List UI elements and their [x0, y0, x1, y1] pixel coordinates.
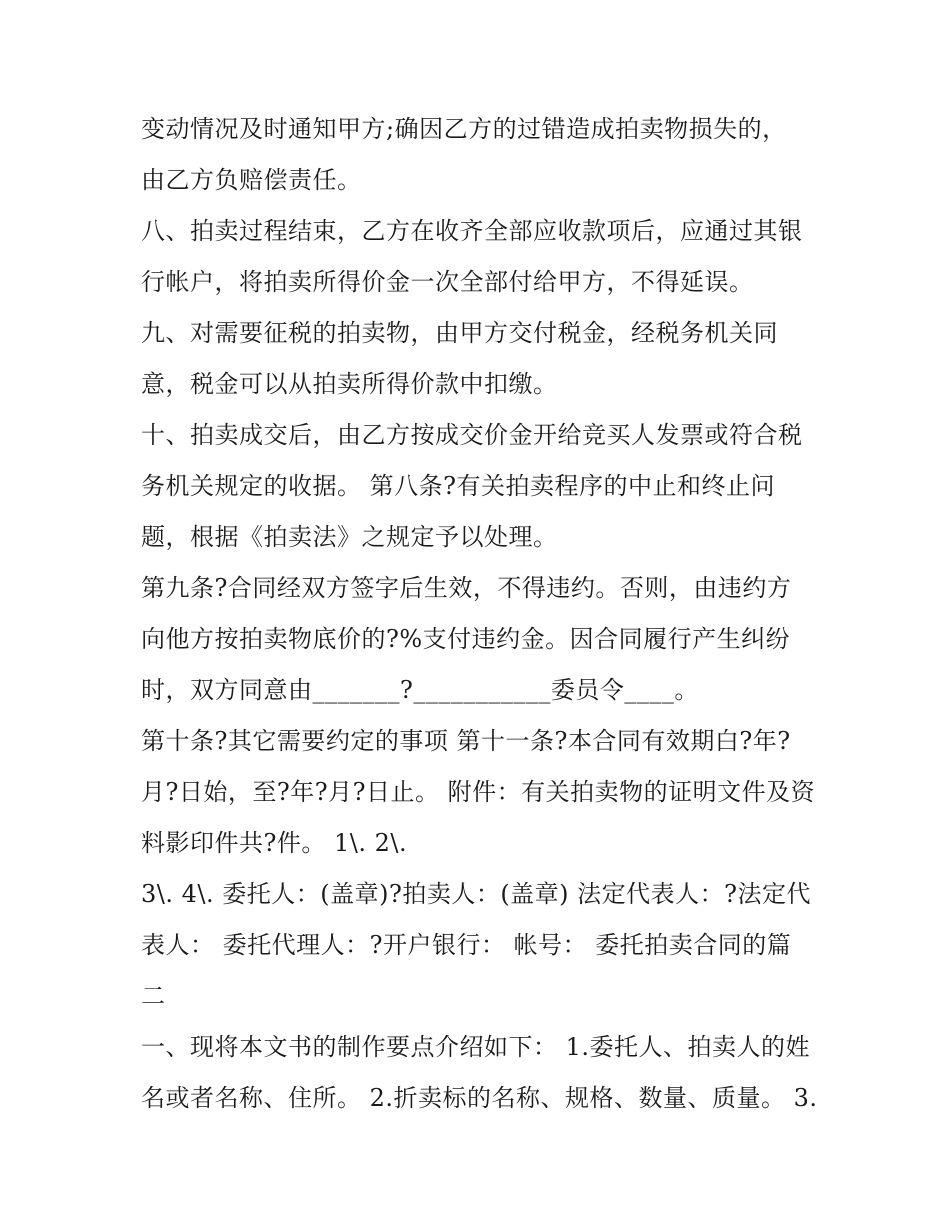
text-line: 名或者名称、住所。 2.折卖标的名称、规格、数量、质量。 3. [141, 1084, 818, 1112]
text-line: 料影印件共?件。 1\. 2\. [141, 829, 408, 857]
text-line: 务机关规定的收据。 第八条?有关拍卖程序的中止和终止问 [141, 472, 775, 500]
text-line: 意，税金可以从拍卖所得价款中扣缴。 [141, 370, 558, 398]
text-line: 题，根据《拍卖法》之规定予以处理。 [141, 523, 558, 551]
text-line: 变动情况及时通知甲方;确因乙方的过错造成拍卖物损失的， [141, 115, 787, 143]
text-line: 九、对需要征税的拍卖物，由甲方交付税金，经税务机关同 [141, 319, 778, 347]
text-line: 第九条?合同经双方签字后生效，不得违约。否则，由违约方 [141, 574, 792, 602]
text-line: 行帐户，将拍卖所得价金一次全部付给甲方，不得延误。 [141, 268, 754, 296]
text-line: 3\. 4\. 委托人：(盖章)?拍卖人：(盖章) 法定代表人：?法定代 [141, 880, 812, 908]
text-line: 月?日始，至?年?月?日止。 附件：有关拍卖物的证明文件及资 [141, 778, 816, 806]
document-body [141, 104, 821, 1124]
text-line: 一、现将本文书的制作要点介绍如下： 1.委托人、拍卖人的姓 [141, 1033, 811, 1061]
text-line: 第十条?其它需要约定的事项 第十一条?本合同有效期白?年? [141, 727, 791, 755]
text-line: 由乙方负赔偿责任。 [141, 166, 362, 194]
text-line: 八、拍卖过程结束，乙方在收齐全部应收款项后，应通过其银 [141, 217, 803, 245]
text-line: 十、拍卖成交后，由乙方按成交价金开给竞买人发票或符合税 [141, 421, 803, 449]
text-line: 表人： 委托代理人：?开户银行： 帐号： 委托拍卖合同的篇 [141, 931, 792, 959]
text-line: 时，双方同意由_______?___________委员令____。 [141, 676, 699, 704]
text-line: 向他方按拍卖物底价的?%支付违约金。因合同履行产生纠纷 [141, 625, 791, 653]
text-line: 二 [141, 982, 166, 1010]
